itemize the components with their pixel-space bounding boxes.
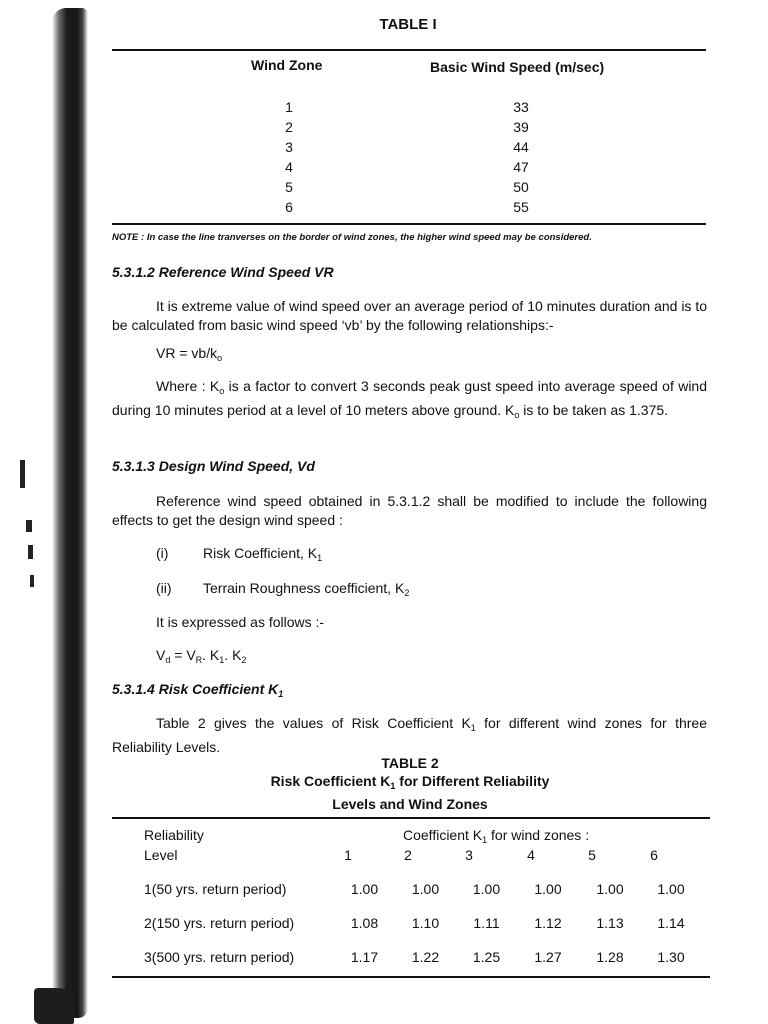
scan-speck xyxy=(30,575,34,587)
formula-text: . K xyxy=(224,647,242,663)
where-text: Where : K xyxy=(156,378,220,394)
cell-value: 1.13 xyxy=(596,915,624,931)
para-subscript: 1 xyxy=(470,723,476,733)
where-text: is a factor to convert 3 seconds peak gust speed into average speed of wind during 10 minutes period at a level of 10 meters above ground. K xyxy=(112,378,708,418)
formula-subscript: d xyxy=(165,655,171,665)
cell-value: 1.25 xyxy=(472,949,501,965)
scan-speck xyxy=(20,460,25,488)
cell-value: 1.12 xyxy=(534,915,562,931)
formula-text: = V xyxy=(170,647,196,663)
cell-value: 1.28 xyxy=(596,949,624,965)
coef-text: for wind zones : xyxy=(487,827,590,843)
table2-head-coefficient xyxy=(403,827,589,845)
cell-value: 1.00 xyxy=(411,881,440,897)
where-subscript: o xyxy=(219,386,225,396)
table1-zone-cell: 3 xyxy=(285,139,293,155)
formula-text: . K xyxy=(202,647,220,663)
list-item-1-text xyxy=(203,545,322,563)
cell-value: 1.11 xyxy=(473,915,500,931)
heading-text: 5.3.1.4 Risk Coefficient K xyxy=(112,681,279,697)
where-subscript: o xyxy=(514,410,520,420)
list-item-text: Terrain Roughness coefficient, K xyxy=(203,580,405,596)
section-5312-heading: 5.3.1.2 Reference Wind Speed VR xyxy=(112,264,334,280)
formula-text: VR = vb/k xyxy=(156,345,218,361)
table1-col-speed: Basic Wind Speed (m/sec) xyxy=(430,59,605,75)
list-item-subscript: 1 xyxy=(317,553,323,563)
para-text: Table 2 gives the values of Risk Coefficient K xyxy=(156,715,471,731)
cell-value: 1.14 xyxy=(657,915,685,931)
table2-body xyxy=(144,872,701,974)
cell-value: 1.22 xyxy=(411,949,440,965)
table1-speed-column xyxy=(509,97,533,217)
cell-value: 1.17 xyxy=(350,949,379,965)
table1-zone-cell: 4 xyxy=(285,159,293,175)
cell-value: 1.00 xyxy=(596,881,624,897)
cell-value: 1.27 xyxy=(534,949,562,965)
subtitle-text: for Different Reliability xyxy=(395,773,550,789)
cell-value: 1.00 xyxy=(657,881,685,897)
design-wind-formula xyxy=(156,647,246,665)
heading-subscript: 1 xyxy=(278,689,284,699)
coef-text: Coefficient K xyxy=(403,827,483,843)
table1-zone-cell: 2 xyxy=(285,119,293,135)
expressed-text: It is expressed as follows :- xyxy=(156,614,325,630)
scan-binding-edge xyxy=(52,8,88,1018)
table2-title: TABLE 2 xyxy=(381,755,439,771)
section-5313-para: Reference wind speed obtained in 5.3.1.2 shall be modified to include the following effects to get the design wind speed : xyxy=(112,493,707,528)
table2-head-level: Level xyxy=(144,847,178,863)
table2-zone-header: 2 xyxy=(404,847,412,863)
table1-title: TABLE I xyxy=(379,16,437,33)
table2-zone-header: 1 xyxy=(344,847,352,863)
table2-subtitle-line2: Levels and Wind Zones xyxy=(332,796,488,812)
formula-subscript: o xyxy=(217,353,223,363)
formula-subscript: 1 xyxy=(219,655,225,665)
scan-speck xyxy=(26,520,32,532)
table-row xyxy=(144,872,701,906)
table2-grid xyxy=(144,872,701,974)
table1-col-zone: Wind Zone xyxy=(251,57,323,73)
cell-value: 1.00 xyxy=(350,881,379,897)
row-label: 3(500 yrs. return period) xyxy=(144,949,295,965)
row-label: 1(50 yrs. return period) xyxy=(144,881,287,897)
cell-value: 1.00 xyxy=(472,881,501,897)
row-label: 2(150 yrs. return period) xyxy=(144,915,295,931)
table2-zone-header: 5 xyxy=(588,847,596,863)
section-5314-para xyxy=(112,714,707,757)
subtitle-subscript: 1 xyxy=(390,781,396,791)
subtitle-text: Risk Coefficient K xyxy=(270,773,391,789)
formula-subscript: 2 xyxy=(241,655,247,665)
list-item-text: Risk Coefficient, K xyxy=(203,545,318,561)
table1-note: NOTE : In case the line tranverses on the border of wind zones, the higher wind speed may be considered. xyxy=(112,232,592,243)
table1-zone-cell: 6 xyxy=(285,199,293,215)
cell-value: 1.10 xyxy=(411,915,440,931)
section-5313-heading: 5.3.1.3 Design Wind Speed, Vd xyxy=(112,458,315,474)
formula-subscript: R xyxy=(195,655,203,665)
list-item-1-num: (i) xyxy=(156,545,169,561)
table1-speed-cell: 55 xyxy=(513,199,529,215)
table1-bottom-rule xyxy=(112,223,706,225)
table1-speed-cell: 47 xyxy=(513,159,529,175)
table1-zone-column xyxy=(279,97,299,217)
cell-value: 1.30 xyxy=(657,949,685,965)
table2-head-reliability: Reliability xyxy=(144,827,204,843)
cell-value: 1.00 xyxy=(534,881,562,897)
coef-subscript: 1 xyxy=(482,835,488,845)
table1-speed-cell: 33 xyxy=(513,99,529,115)
formula-text: V xyxy=(156,647,166,663)
table2-zone-header: 4 xyxy=(527,847,535,863)
list-item-subscript: 2 xyxy=(404,588,410,598)
cell-value: 1.08 xyxy=(350,915,379,931)
table1-speed-cell: 44 xyxy=(513,139,529,155)
table1-top-rule xyxy=(112,49,706,51)
section-5314-heading xyxy=(112,681,283,699)
where-text: is to be taken as 1.375. xyxy=(519,402,669,418)
table2-subtitle-line1 xyxy=(110,772,710,795)
table2-zone-header: 6 xyxy=(650,847,658,863)
table1-zone-cell: 5 xyxy=(285,179,293,195)
table2-bottom-rule xyxy=(112,976,710,978)
table1-speed-cell: 50 xyxy=(513,179,529,195)
table1-zone-cell: 1 xyxy=(285,99,293,115)
para-text: for different wind zones for three Reliability Levels. xyxy=(112,715,707,755)
list-item-2-num: (ii) xyxy=(156,580,172,596)
scan-speck xyxy=(28,545,33,559)
section-5312-where xyxy=(112,377,707,425)
table2-top-rule xyxy=(112,817,710,819)
table2-zone-header: 3 xyxy=(465,847,473,863)
table1-speed-cell: 39 xyxy=(513,119,529,135)
table2-title-block xyxy=(110,754,710,813)
table-row xyxy=(144,906,701,940)
section-5312-para: It is extreme value of wind speed over an average period of 10 minutes duration and is to be calculated from basic wind speed ‘vb’ by the following relationships:- xyxy=(112,298,707,333)
table-row xyxy=(144,940,701,974)
section-5312-formula xyxy=(156,345,222,363)
list-item-2-text xyxy=(203,580,409,598)
